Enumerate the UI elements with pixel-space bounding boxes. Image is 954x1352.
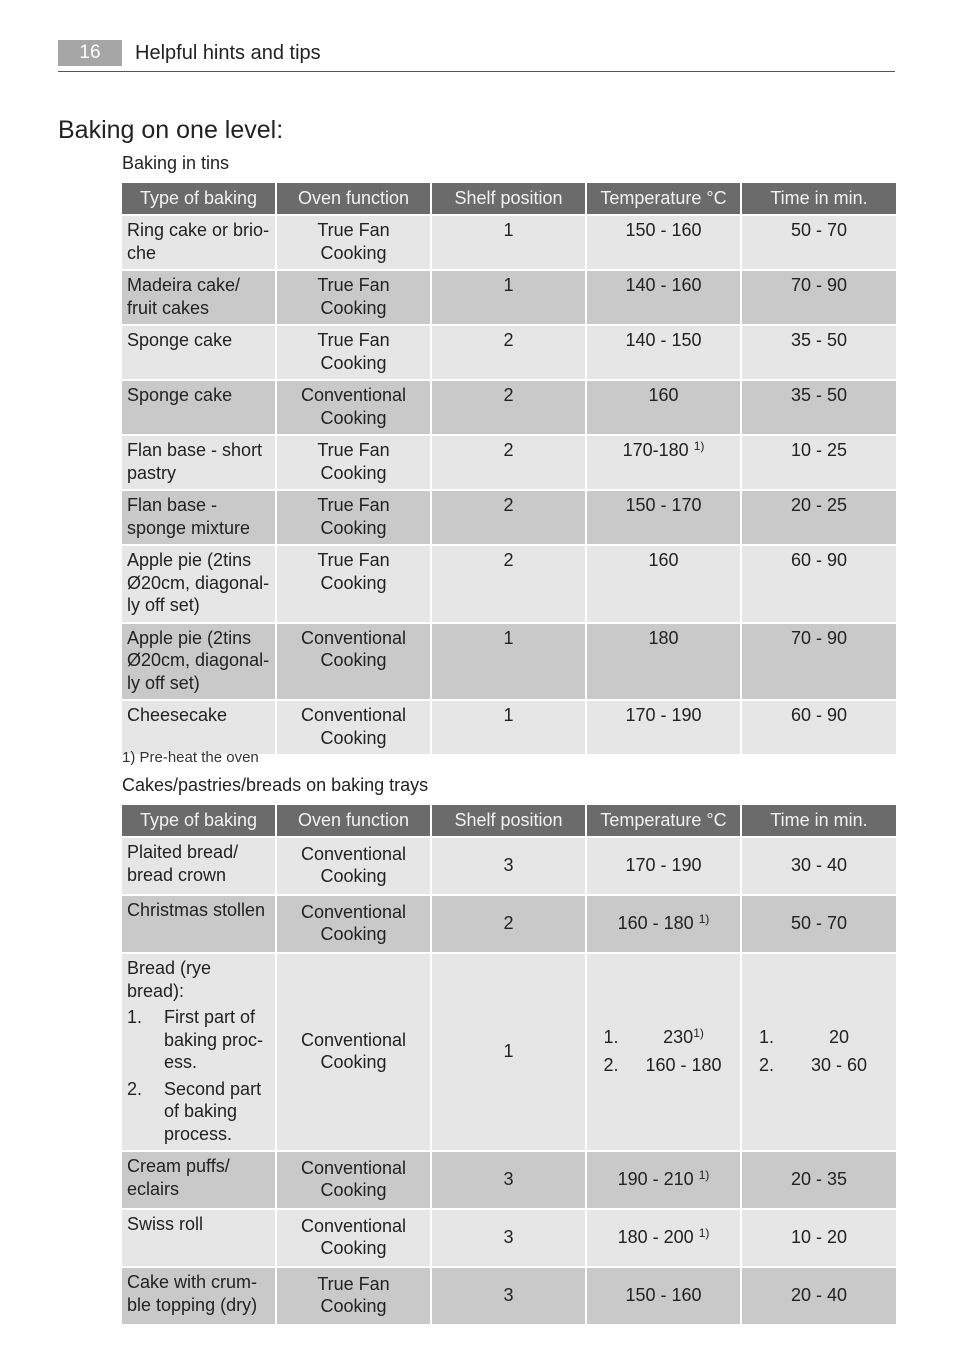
cell-temperature <box>587 271 740 324</box>
footnote: 1) Pre-heat the oven <box>122 749 259 766</box>
cell-function: True Fan Cooking <box>277 216 430 269</box>
table-row <box>122 271 896 324</box>
step-number: 1. <box>127 1007 143 1027</box>
temperature-value: 180 <box>648 627 679 648</box>
column-header: Time in min. <box>742 805 896 836</box>
cell-type: Sponge cake <box>122 381 275 434</box>
cell-type: Cream puffs/ eclairs <box>122 1152 275 1208</box>
temperature-step <box>604 1026 724 1049</box>
footnote-marker: 1) <box>693 1026 704 1040</box>
cell-type: Apple pie (2tins Ø20cm, diagonal- ly off set) <box>122 546 275 622</box>
time-step <box>759 1026 879 1049</box>
temperature-value: 150 - 160 <box>625 1284 702 1305</box>
cell-type <box>122 954 275 1150</box>
cell-function: Conventional Cooking <box>277 1152 430 1208</box>
step-text: First part of baking proc- ess. <box>164 1007 264 1072</box>
cell-temperature <box>587 491 740 544</box>
section-title-baking-trays: Cakes/pastries/breads on baking trays <box>122 775 429 795</box>
bread-title: Bread (rye bread): <box>127 958 212 1001</box>
cell-type: Flan base - sponge mixture <box>122 491 275 544</box>
cell-function: Conventional Cooking <box>277 701 430 754</box>
cell-function: Conventional Cooking <box>277 381 430 434</box>
cell-temperature <box>587 381 740 434</box>
cell-type: Swiss roll <box>122 1210 275 1266</box>
temperature-value: 170 - 190 <box>625 854 702 875</box>
cell-shelf: 1 <box>432 216 585 269</box>
cell-temperature <box>587 896 740 952</box>
time-step <box>759 1054 879 1077</box>
table-row <box>122 1210 896 1266</box>
cell-time: 10 - 25 <box>742 436 896 489</box>
cell-time: 50 - 70 <box>742 216 896 269</box>
step-number: 2. <box>603 1054 619 1075</box>
cell-function: Conventional Cooking <box>277 896 430 952</box>
temperature-value: 170 - 190 <box>625 705 702 725</box>
cell-time: 70 - 90 <box>742 271 896 324</box>
table-row <box>122 896 896 952</box>
step-number: 1. <box>603 1027 619 1047</box>
cell-time: 20 - 35 <box>742 1152 896 1208</box>
table-row <box>122 546 896 622</box>
cell-temperature <box>587 1268 740 1324</box>
cell-shelf: 1 <box>432 271 585 324</box>
cell-type: Madeira cake/ fruit cakes <box>122 271 275 324</box>
temperature-value: 140 - 150 <box>625 330 702 350</box>
temperature-value: 160 <box>648 385 679 405</box>
cell-shelf: 2 <box>432 326 585 379</box>
cell-shelf: 3 <box>432 1152 585 1208</box>
temperature-value: 140 - 160 <box>625 275 702 295</box>
cell-function: True Fan Cooking <box>277 546 430 622</box>
temperature-value: 170-180 <box>622 440 689 460</box>
step-number: 2. <box>127 1078 143 1099</box>
step-number: 2. <box>759 1054 775 1075</box>
cell-type: Cake with crum- ble topping (dry) <box>122 1268 275 1324</box>
cell-function: True Fan Cooking <box>277 436 430 489</box>
cell-temperature <box>587 954 740 1150</box>
cell-shelf: 2 <box>432 546 585 622</box>
cell-function: True Fan Cooking <box>277 326 430 379</box>
time-value: 30 - 60 <box>810 1054 868 1075</box>
cell-function: True Fan Cooking <box>277 491 430 544</box>
section-title-baking-in-tins: Baking in tins <box>122 153 230 173</box>
header-title: Helpful hints and tips <box>135 42 321 64</box>
column-header: Shelf position <box>432 805 585 836</box>
cell-time: 35 - 50 <box>742 326 896 379</box>
table-row <box>122 216 896 269</box>
cell-function: Conventional Cooking <box>277 1210 430 1266</box>
cell-temperature <box>587 701 740 754</box>
cell-shelf: 3 <box>432 1210 585 1266</box>
table-row <box>122 491 896 544</box>
temperature-step <box>604 1054 724 1077</box>
bread-step <box>127 1078 270 1146</box>
cell-time: 60 - 90 <box>742 701 896 754</box>
cell-temperature <box>587 624 740 700</box>
cell-temperature <box>587 546 740 622</box>
footnote-marker: 1) <box>698 911 710 926</box>
temperature-value: 160 <box>648 550 679 570</box>
step-text: Second part of baking process. <box>164 1078 262 1144</box>
cell-time: 20 - 25 <box>742 491 896 544</box>
column-header: Temperature °C <box>587 805 740 836</box>
bread-step <box>127 1006 270 1074</box>
cell-function: Conventional Cooking <box>277 624 430 700</box>
cell-time <box>742 954 896 1150</box>
footnote-marker: 1) <box>693 439 705 453</box>
footnote-marker: 1) <box>698 1225 710 1240</box>
column-header: Type of baking <box>122 183 275 214</box>
cell-temperature <box>587 1152 740 1208</box>
cell-shelf: 1 <box>432 624 585 700</box>
time-value: 20 <box>828 1027 850 1047</box>
column-header: Oven function <box>277 805 430 836</box>
table-row <box>122 701 896 754</box>
cell-function: True Fan Cooking <box>277 1268 430 1324</box>
cell-type: Sponge cake <box>122 326 275 379</box>
page-header <box>58 40 895 72</box>
table-row <box>122 326 896 379</box>
cell-temperature <box>587 216 740 269</box>
page-title: Baking on one level: <box>58 116 284 144</box>
table-row <box>122 1268 896 1324</box>
cell-time: 10 - 20 <box>742 1210 896 1266</box>
cell-time: 30 - 40 <box>742 838 896 894</box>
cell-temperature <box>587 1210 740 1266</box>
cell-time: 50 - 70 <box>742 896 896 952</box>
cell-time: 70 - 90 <box>742 624 896 700</box>
temperature-value: 160 - 180 <box>645 1054 722 1075</box>
cell-shelf: 2 <box>432 381 585 434</box>
cell-type: Plaited bread/ bread crown <box>122 838 275 894</box>
cell-temperature <box>587 838 740 894</box>
cell-type: Apple pie (2tins Ø20cm, diagonal- ly off set) <box>122 624 275 700</box>
table-row-bread <box>122 954 896 1150</box>
baking-trays-table <box>120 803 898 1326</box>
temperature-value: 150 - 160 <box>625 220 702 240</box>
baking-in-tins-table <box>120 181 898 756</box>
cell-time: 60 - 90 <box>742 546 896 622</box>
cell-shelf: 1 <box>432 954 585 1150</box>
cell-type: Flan base - short pastry <box>122 436 275 489</box>
cell-shelf: 2 <box>432 491 585 544</box>
cell-shelf: 3 <box>432 1268 585 1324</box>
cell-time: 20 - 40 <box>742 1268 896 1324</box>
table-row <box>122 436 896 489</box>
table-row <box>122 1152 896 1208</box>
column-header: Oven function <box>277 183 430 214</box>
cell-shelf: 2 <box>432 436 585 489</box>
page-number: 16 <box>58 40 122 66</box>
column-header: Shelf position <box>432 183 585 214</box>
column-header: Type of baking <box>122 805 275 836</box>
temperature-value: 150 - 170 <box>625 495 702 515</box>
column-header: Temperature °C <box>587 183 740 214</box>
table-row <box>122 838 896 894</box>
cell-function: Conventional Cooking <box>277 954 430 1150</box>
table-header-row <box>122 183 896 214</box>
cell-shelf: 3 <box>432 838 585 894</box>
table-row <box>122 624 896 700</box>
step-number: 1. <box>759 1027 775 1047</box>
cell-temperature <box>587 436 740 489</box>
cell-type: Ring cake or brio- che <box>122 216 275 269</box>
column-header: Time in min. <box>742 183 896 214</box>
cell-temperature <box>587 326 740 379</box>
table-header-row <box>122 805 896 836</box>
cell-function: Conventional Cooking <box>277 838 430 894</box>
temperature-value: 160 - 180 <box>617 912 694 933</box>
temperature-value: 180 - 200 <box>617 1226 694 1247</box>
cell-shelf: 1 <box>432 701 585 754</box>
temperature-value: 190 - 210 <box>617 1168 694 1189</box>
temperature-value: 230 <box>663 1027 694 1047</box>
cell-type: Christmas stollen <box>122 896 275 952</box>
table-row <box>122 381 896 434</box>
footnote-marker: 1) <box>698 1167 710 1182</box>
cell-time: 35 - 50 <box>742 381 896 434</box>
cell-function: True Fan Cooking <box>277 271 430 324</box>
cell-type: Cheesecake <box>122 701 275 754</box>
cell-shelf: 2 <box>432 896 585 952</box>
